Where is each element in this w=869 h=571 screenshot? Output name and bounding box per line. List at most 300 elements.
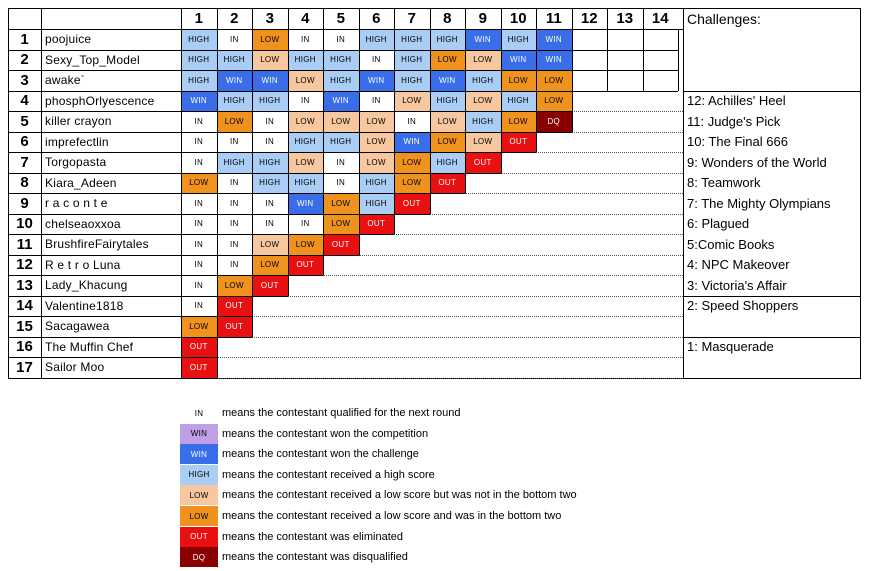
table-border xyxy=(394,214,395,235)
result-cell: LOW xyxy=(430,111,466,132)
table-border xyxy=(288,214,289,235)
table-border xyxy=(181,255,359,256)
result-cell: HIGH xyxy=(252,152,288,173)
rank-number: 12 xyxy=(16,256,33,274)
episode-header: 13 xyxy=(616,10,634,27)
table-border xyxy=(394,193,395,214)
table-border xyxy=(501,132,502,153)
dotted-line xyxy=(359,255,684,256)
table-border xyxy=(465,50,466,71)
rank-number: 16 xyxy=(16,338,33,356)
result-cell: LOW xyxy=(501,111,537,132)
result-cell: HIGH xyxy=(359,29,395,50)
table-border xyxy=(678,70,679,91)
legend-item xyxy=(180,465,435,485)
table-border xyxy=(8,132,181,133)
contestant-name: Sexy_Top_Model xyxy=(45,52,140,67)
result-cell: LOW xyxy=(430,50,466,71)
challenge-label: 3: Victoria's Affair xyxy=(687,277,787,293)
table-border xyxy=(288,132,289,153)
result-cell: IN xyxy=(217,234,253,255)
result-cell: IN xyxy=(252,214,288,235)
table-border xyxy=(8,91,181,92)
table-border xyxy=(359,234,360,255)
table-border xyxy=(430,29,431,50)
table-border xyxy=(323,8,324,29)
table-border xyxy=(860,8,861,379)
result-cell: IN xyxy=(394,111,430,132)
table-border xyxy=(394,29,395,50)
table-border xyxy=(359,111,360,132)
result-cell: WIN xyxy=(252,70,288,91)
table-border xyxy=(252,193,253,214)
table-border xyxy=(181,214,430,215)
table-border xyxy=(607,70,608,91)
result-cell: LOW xyxy=(252,29,288,50)
table-border xyxy=(359,8,360,29)
table-border xyxy=(252,173,253,194)
result-cell: HIGH xyxy=(359,173,395,194)
dotted-line xyxy=(572,111,684,112)
table-border xyxy=(217,132,218,153)
legend-text: means the contestant was eliminated xyxy=(222,530,403,543)
result-cell: IN xyxy=(217,255,253,276)
legend-swatch: OUT xyxy=(180,527,218,547)
episode-header: 2 xyxy=(230,10,239,27)
result-cell: LOW xyxy=(252,255,288,276)
challenge-label: 4: NPC Makeover xyxy=(687,257,790,273)
dotted-line xyxy=(536,152,683,153)
table-border xyxy=(323,132,324,153)
result-cell: WIN xyxy=(536,50,572,71)
table-border xyxy=(572,70,573,91)
table-border xyxy=(8,193,181,194)
result-cell: IN xyxy=(323,29,359,50)
result-cell: OUT xyxy=(394,193,430,214)
table-border xyxy=(252,316,253,337)
table-border xyxy=(252,70,253,91)
contestant-name: r a c o n t e xyxy=(45,196,108,211)
table-border xyxy=(252,152,253,173)
table-border xyxy=(8,29,683,30)
contestant-name: Lady_Khacung xyxy=(45,278,128,293)
result-cell: LOW xyxy=(323,193,359,214)
result-cell: HIGH xyxy=(465,70,501,91)
result-cell: IN xyxy=(181,296,217,317)
rank-number: 11 xyxy=(16,235,33,253)
table-border xyxy=(501,152,502,173)
table-border xyxy=(252,132,253,153)
result-cell: IN xyxy=(288,91,324,112)
result-cell: OUT xyxy=(465,152,501,173)
result-cell: LOW xyxy=(394,152,430,173)
table-border xyxy=(323,50,324,71)
table-border xyxy=(8,70,181,71)
result-cell: HIGH xyxy=(465,111,501,132)
result-cell: WIN xyxy=(430,70,466,91)
table-border xyxy=(536,29,537,50)
result-cell: IN xyxy=(217,193,253,214)
rank-number: 15 xyxy=(16,317,33,335)
episode-header: 3 xyxy=(265,10,274,27)
table-border xyxy=(217,357,218,378)
table-border xyxy=(288,8,289,29)
challenge-label: 12: Achilles' Heel xyxy=(687,93,786,109)
contestant-name: Sailor Moo xyxy=(45,360,105,375)
table-border xyxy=(8,8,861,9)
table-border xyxy=(678,50,679,71)
table-border xyxy=(572,91,573,112)
legend-item xyxy=(180,527,403,547)
challenge-label: 8: Teamwork xyxy=(687,175,761,191)
dotted-line xyxy=(501,173,684,174)
table-border xyxy=(252,8,253,29)
table-border xyxy=(217,316,218,337)
table-border xyxy=(683,337,860,338)
table-border xyxy=(501,111,502,132)
table-border xyxy=(643,8,644,29)
table-border xyxy=(683,91,860,92)
table-border xyxy=(181,111,572,112)
contestant-name: poojuice xyxy=(45,32,92,47)
table-border xyxy=(323,173,324,194)
table-border xyxy=(8,214,181,215)
result-cell: IN xyxy=(181,152,217,173)
contestant-name: Valentine1818 xyxy=(45,298,124,313)
table-border xyxy=(288,193,289,214)
table-border xyxy=(288,275,289,296)
episode-header: 12 xyxy=(580,10,598,27)
result-cell: LOW xyxy=(323,111,359,132)
result-cell: LOW xyxy=(359,111,395,132)
table-border xyxy=(643,70,644,91)
result-cell: HIGH xyxy=(288,50,324,71)
result-cell: IN xyxy=(181,193,217,214)
result-cell: LOW xyxy=(501,70,537,91)
table-border xyxy=(252,111,253,132)
rank-number: 3 xyxy=(20,71,29,89)
table-border xyxy=(359,152,360,173)
result-cell: IN xyxy=(252,111,288,132)
challenge-label: 10: The Final 666 xyxy=(687,134,788,150)
result-cell: IN xyxy=(181,111,217,132)
result-cell: LOW xyxy=(181,316,217,337)
result-cell: WIN xyxy=(536,29,572,50)
table-border xyxy=(217,214,218,235)
table-border xyxy=(394,111,395,132)
result-cell: LOW xyxy=(394,173,430,194)
legend-text: means the contestant received a low score but was not in the bottom two xyxy=(222,489,577,502)
table-border xyxy=(217,193,218,214)
table-border xyxy=(465,70,466,91)
table-border xyxy=(394,173,395,194)
challenge-label: 7: The Mighty Olympians xyxy=(687,195,831,211)
episode-header: 4 xyxy=(301,10,310,27)
table-border xyxy=(607,8,608,29)
challenges-title: Challenges: xyxy=(687,10,761,27)
rank-number: 8 xyxy=(20,174,29,192)
table-border xyxy=(430,173,431,194)
table-border xyxy=(572,111,573,132)
legend-text: means the contestant won the competition xyxy=(222,427,429,440)
table-border xyxy=(430,91,431,112)
table-border xyxy=(465,173,466,194)
table-border xyxy=(465,29,466,50)
table-border xyxy=(217,152,218,173)
result-cell: HIGH xyxy=(288,173,324,194)
challenge-label: 5:Comic Books xyxy=(687,236,775,252)
result-cell: OUT xyxy=(217,316,253,337)
result-cell: HIGH xyxy=(501,29,537,50)
table-border xyxy=(181,173,501,174)
result-cell: LOW xyxy=(536,91,572,112)
table-border xyxy=(181,337,252,338)
legend-item xyxy=(180,403,461,423)
result-cell: HIGH xyxy=(181,29,217,50)
table-border xyxy=(8,50,181,51)
table-border xyxy=(217,91,218,112)
result-cell: LOW xyxy=(536,70,572,91)
episode-header: 10 xyxy=(509,10,527,27)
rank-number: 13 xyxy=(16,276,33,294)
table-border xyxy=(430,111,431,132)
table-border xyxy=(536,132,537,153)
table-border xyxy=(252,50,253,71)
table-border xyxy=(501,91,502,112)
legend-item xyxy=(180,444,419,464)
result-cell: HIGH xyxy=(501,91,537,112)
table-border xyxy=(536,111,537,132)
result-cell: OUT xyxy=(359,214,395,235)
table-border xyxy=(181,275,323,276)
table-border xyxy=(181,316,252,317)
table-border xyxy=(323,255,324,276)
challenge-label: 11: Judge's Pick xyxy=(687,113,781,129)
result-cell: HIGH xyxy=(181,50,217,71)
table-border xyxy=(217,296,218,317)
result-cell: IN xyxy=(323,152,359,173)
result-cell: LOW xyxy=(359,152,395,173)
result-cell: LOW xyxy=(217,275,253,296)
table-border xyxy=(217,111,218,132)
table-border xyxy=(465,152,466,173)
table-border xyxy=(683,296,860,297)
table-border xyxy=(394,8,395,29)
result-cell: LOW xyxy=(217,111,253,132)
table-border xyxy=(252,275,253,296)
result-cell: LOW xyxy=(288,234,324,255)
result-cell: DQ xyxy=(536,111,572,132)
table-border xyxy=(217,255,218,276)
table-border xyxy=(607,50,608,71)
legend-swatch: WIN xyxy=(180,424,218,444)
table-border xyxy=(181,132,572,133)
result-cell: HIGH xyxy=(217,91,253,112)
contestant-name: chelseaoxxoa xyxy=(45,216,121,231)
table-border xyxy=(217,50,218,71)
legend-text: means the contestant received a high score xyxy=(222,468,435,481)
table-border xyxy=(359,214,360,235)
contestant-name: awake` xyxy=(45,73,85,88)
table-border xyxy=(217,70,218,91)
result-cell: LOW xyxy=(288,111,324,132)
result-cell: IN xyxy=(323,173,359,194)
rank-number: 2 xyxy=(20,51,29,69)
table-border xyxy=(8,173,181,174)
table-border xyxy=(252,296,253,317)
episode-header: 1 xyxy=(194,10,203,27)
result-cell: HIGH xyxy=(323,132,359,153)
rank-number: 7 xyxy=(20,153,29,171)
result-cell: IN xyxy=(217,29,253,50)
table-border xyxy=(323,193,324,214)
table-border xyxy=(8,152,181,153)
rank-number: 17 xyxy=(16,358,33,376)
table-border xyxy=(8,357,181,358)
table-border xyxy=(430,152,431,173)
table-border xyxy=(8,316,181,317)
table-border xyxy=(288,50,289,71)
challenge-label: 6: Plagued xyxy=(687,216,750,232)
table-border xyxy=(536,70,537,91)
table-border xyxy=(465,91,466,112)
result-cell: LOW xyxy=(181,173,217,194)
contestant-name: Torgopasta xyxy=(45,155,107,170)
table-border xyxy=(430,70,431,91)
table-border xyxy=(536,8,537,29)
legend-text: means the contestant qualified for the next round xyxy=(222,407,461,419)
table-border xyxy=(181,91,678,92)
table-border xyxy=(430,50,431,71)
table-border xyxy=(359,70,360,91)
table-border xyxy=(394,70,395,91)
table-border xyxy=(359,173,360,194)
result-cell: WIN xyxy=(288,193,324,214)
table-border xyxy=(181,193,465,194)
result-cell: WIN xyxy=(217,70,253,91)
table-border xyxy=(430,8,431,29)
result-cell: OUT xyxy=(288,255,324,276)
result-cell: OUT xyxy=(181,357,217,378)
result-cell: HIGH xyxy=(394,29,430,50)
episode-header: 6 xyxy=(372,10,381,27)
table-border xyxy=(288,29,289,50)
table-border xyxy=(430,193,431,214)
contestant-name: killer crayon xyxy=(45,114,112,129)
table-border xyxy=(288,255,289,276)
table-border xyxy=(394,91,395,112)
table-border xyxy=(181,152,536,153)
contestant-name: BrushfireFairytales xyxy=(45,237,149,252)
result-cell: LOW xyxy=(359,132,395,153)
legend-swatch: DQ xyxy=(180,547,218,567)
contestant-name: The Muffin Chef xyxy=(45,339,134,354)
result-cell: IN xyxy=(181,132,217,153)
challenge-label: 2: Speed Shoppers xyxy=(687,298,799,314)
table-border xyxy=(683,8,684,378)
result-cell: IN xyxy=(359,50,395,71)
result-cell: LOW xyxy=(465,132,501,153)
legend-text: means the contestant received a low score and was in the bottom two xyxy=(222,510,562,522)
table-border xyxy=(501,8,502,29)
episode-header: 5 xyxy=(336,10,345,27)
dotted-line xyxy=(252,316,683,317)
table-border xyxy=(288,234,289,255)
dotted-line xyxy=(394,234,683,235)
result-cell: HIGH xyxy=(394,70,430,91)
table-border xyxy=(8,296,181,297)
legend-swatch: LOW xyxy=(180,485,218,505)
result-cell: WIN xyxy=(359,70,395,91)
table-border xyxy=(394,132,395,153)
dotted-line xyxy=(465,193,683,194)
table-border xyxy=(217,29,218,50)
table-border xyxy=(323,29,324,50)
table-border xyxy=(643,50,644,71)
result-cell: OUT xyxy=(430,173,466,194)
result-cell: IN xyxy=(181,275,217,296)
rank-number: 5 xyxy=(20,112,29,130)
rank-number: 1 xyxy=(20,30,29,48)
result-cell: OUT xyxy=(323,234,359,255)
episode-header: 7 xyxy=(407,10,416,27)
episode-header: 8 xyxy=(443,10,452,27)
dotted-line xyxy=(430,214,684,215)
contestant-name: phosphOrlyescence xyxy=(45,93,155,108)
legend-item xyxy=(180,424,428,444)
result-cell: WIN xyxy=(181,91,217,112)
result-cell: IN xyxy=(217,173,253,194)
table-border xyxy=(394,152,395,173)
result-cell: OUT xyxy=(181,337,217,358)
result-cell: IN xyxy=(217,132,253,153)
table-border xyxy=(217,337,218,358)
result-cell: LOW xyxy=(288,70,324,91)
table-border xyxy=(465,8,466,29)
result-cell: IN xyxy=(217,214,253,235)
table-border xyxy=(252,29,253,50)
result-cell: LOW xyxy=(394,91,430,112)
episode-header: 9 xyxy=(478,10,487,27)
legend-swatch: LOW xyxy=(180,506,218,526)
result-cell: HIGH xyxy=(288,132,324,153)
result-cell: LOW xyxy=(465,91,501,112)
dotted-line xyxy=(217,378,684,379)
result-cell: OUT xyxy=(501,132,537,153)
dotted-line xyxy=(252,337,683,338)
table-border xyxy=(288,70,289,91)
result-cell: HIGH xyxy=(323,50,359,71)
table-border xyxy=(359,50,360,71)
table-border xyxy=(217,234,218,255)
result-cell: LOW xyxy=(430,132,466,153)
rank-number: 6 xyxy=(20,133,29,151)
result-cell: HIGH xyxy=(252,173,288,194)
dotted-line xyxy=(572,132,684,133)
table-border xyxy=(501,70,502,91)
table-border xyxy=(323,214,324,235)
table-border xyxy=(359,132,360,153)
rank-number: 14 xyxy=(16,297,33,315)
table-border xyxy=(359,29,360,50)
table-border xyxy=(8,337,181,338)
result-cell: HIGH xyxy=(181,70,217,91)
contestant-name: R e t r o Luna xyxy=(45,257,121,272)
result-cell: IN xyxy=(252,132,288,153)
table-border xyxy=(323,91,324,112)
table-border xyxy=(359,193,360,214)
result-cell: OUT xyxy=(252,275,288,296)
